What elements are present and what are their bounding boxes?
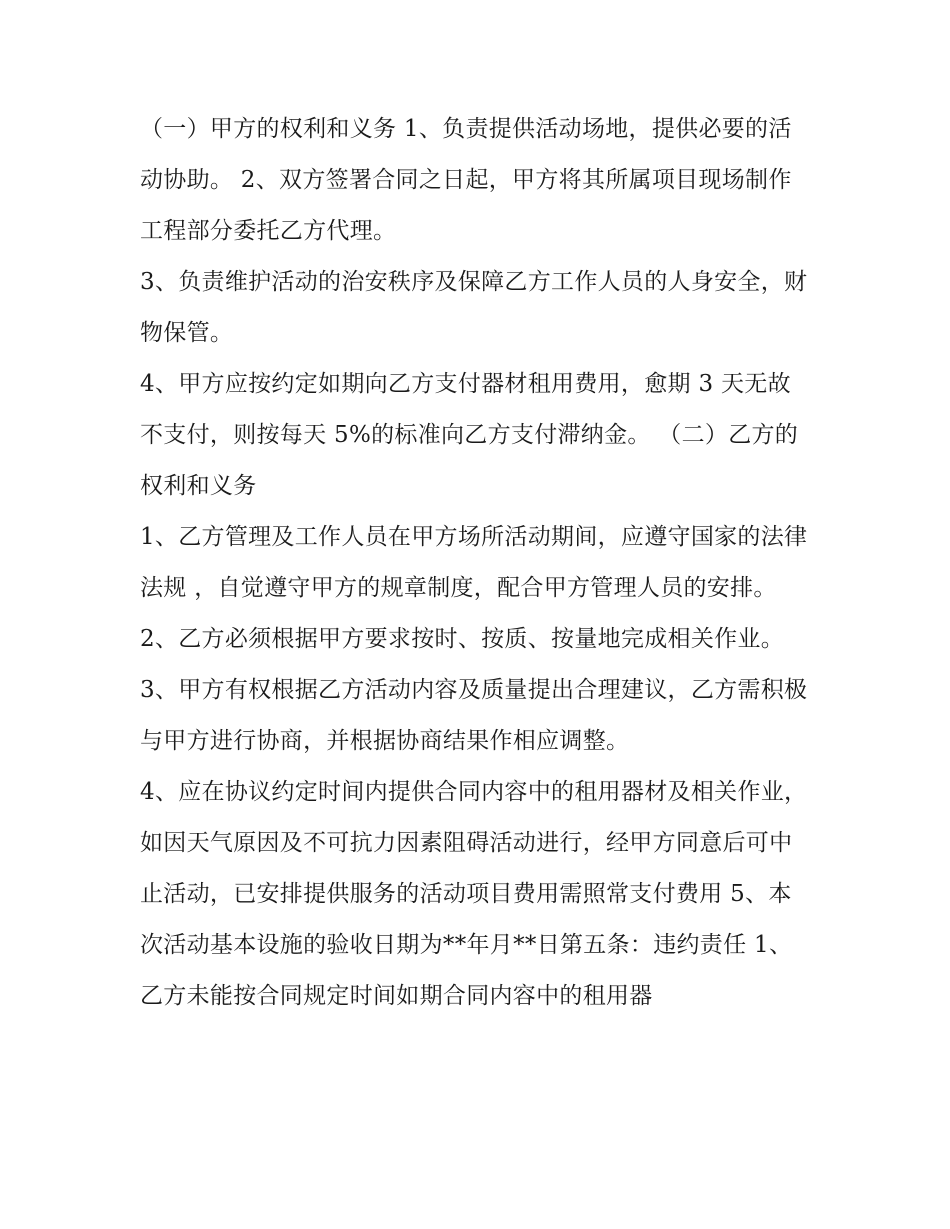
paragraph-party-a-rights: （一）甲方的权利和义务 1、负责提供活动场地，提供必要的活动协助。 2、双方签署合同之日起，甲方将其所属项目现场制作工程部分委托乙方代理。 [140,116,792,244]
paragraph-equipment-breach: 4、应在协议约定时间内提供合同内容中的租用器材及相关作业，如因天气原因及不可抗力因素阻碍活动进行，经甲方同意后可中止活动，已安排提供服务的活动项目费用需照常支付费用 5、本次活动基本设施的验收日期为**年月**日第五条：违约责任 1、乙方未能按合同规定时间如期合同内容中的租用器 [140,779,808,1009]
document-page [140,104,812,1022]
paragraph-security-order: 3、负责维护活动的治安秩序及保障乙方工作人员的人身安全，财物保管。 [140,269,808,346]
paragraph-complete-work: 2、乙方必须根据甲方要求按时、按质、按量地完成相关作业。 [140,626,785,652]
paragraph-payment-late-fee: 4、甲方应按约定如期向乙方支付器材租用费用，愈期 3 天无故不支付，则按每天 5%的标准向乙方支付滞纳金。 （二）乙方的权利和义务 [140,371,799,499]
paragraph-party-b-obey-laws: 1、乙方管理及工作人员在甲方场所活动期间，应遵守国家的法律法规 ，自觉遵守甲方的规章制度，配合甲方管理人员的安排。 [140,524,808,601]
paragraph-suggestions: 3、甲方有权根据乙方活动内容及质量提出合理建议，乙方需积极与甲方进行协商，并根据协商结果作相应调整。 [140,677,808,754]
